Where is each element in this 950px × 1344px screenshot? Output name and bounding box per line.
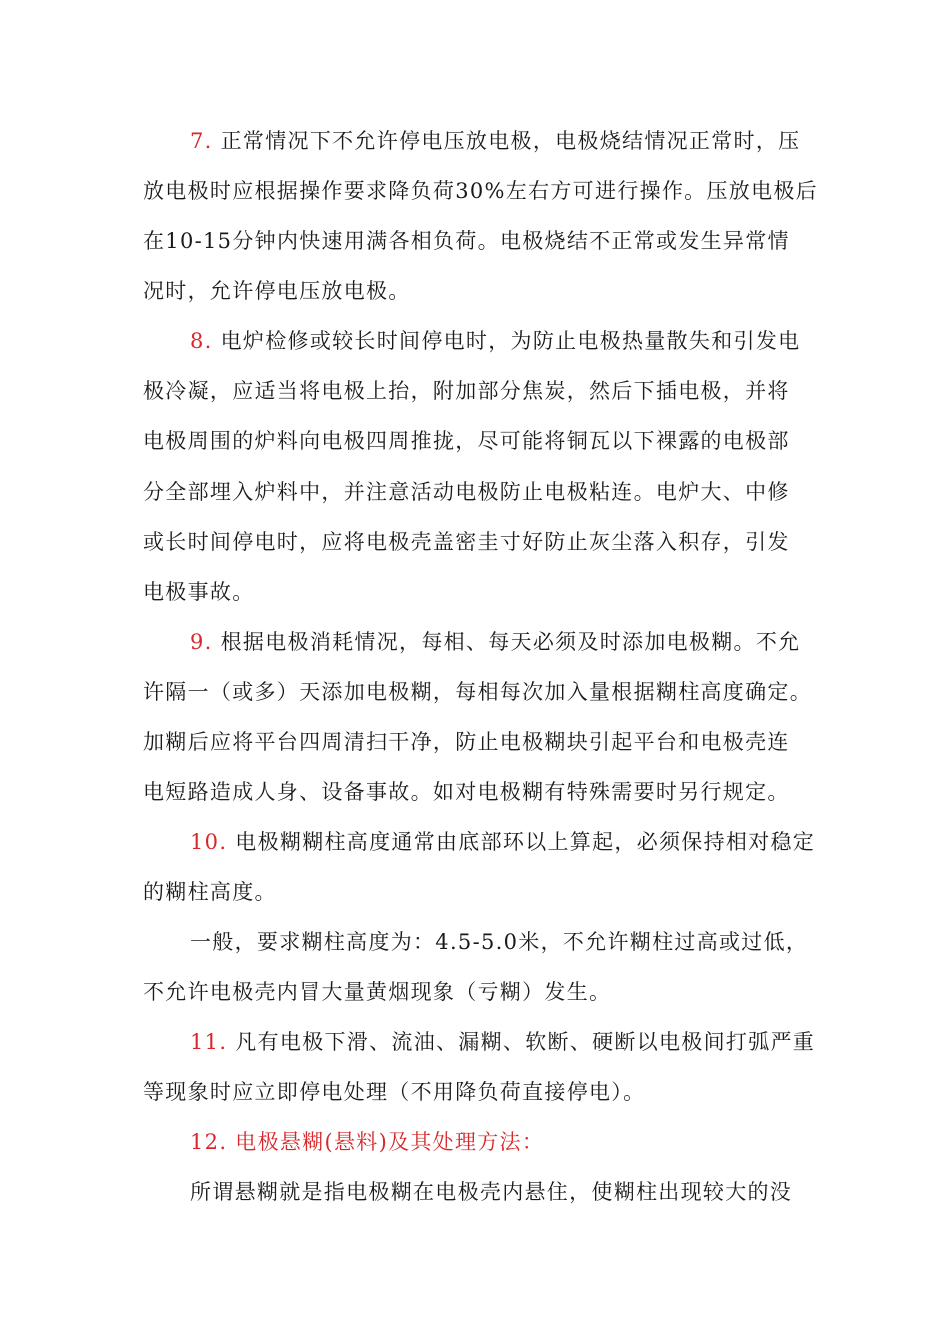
item-12-heading: 12. 电极悬糊(悬料)及其处理方法： (190, 1130, 545, 1154)
item-8-line-5: 或长时间停电时，应将电极壳盖密圭寸好防止灰尘落入积存，引发 (143, 530, 790, 554)
item-number: 10. (190, 830, 228, 854)
item-8-line-2: 极冷凝，应适当将电极上抬，附加部分焦炭，然后下插电极，并将 (143, 379, 790, 403)
item-9-line-4: 电短路造成人身、设备事故。如对电极糊有特殊需要时另行规定。 (143, 780, 790, 804)
item-11-line-2: 等现象时应立即停电处理（不用降负荷直接停电）。 (143, 1080, 646, 1104)
hang-para-line-1: 所谓悬糊就是指电极糊在电极壳内悬住，使糊柱出现较大的没 (190, 1180, 793, 1204)
item-9-line-1: 9. 根据电极消耗情况，每相、每天必须及时添加电极糊。不允 (190, 630, 801, 654)
item-8-line-1: 8. 电炉检修或较长时间停电时，为防止电极热量散失和引发电 (190, 329, 801, 353)
item-8-line-6: 电极事故。 (143, 580, 255, 604)
item-7-line-4: 况时，允许停电压放电极。 (143, 279, 411, 303)
item-10-line-1: 10. 电极糊糊柱高度通常由底部环以上算起，必须保持相对稳定 (190, 830, 816, 854)
item-8-line-3: 电极周围的炉料向电极四周推拢，尽可能将铜瓦以下裸露的电极部 (143, 429, 790, 453)
item-9-line-2: 许隔一（或多）天添加电极糊，每相每次加入量根据糊柱高度确定。 (143, 680, 812, 704)
item-7-line-2: 放电极时应根据操作要求降负荷30%左右方可进行操作。压放电极后 (143, 179, 818, 203)
item-number: 8. (190, 329, 213, 353)
height-para-line-2: 不允许电极壳内冒大量黄烟现象（亏糊）发生。 (143, 980, 612, 1004)
item-number: 7. (190, 129, 213, 153)
item-11-line-1: 11. 凡有电极下滑、流油、漏糊、软断、硬断以电极间打弧严重 (190, 1030, 816, 1054)
height-para-line-1: 一般，要求糊柱高度为：4.5-5.0米，不允许糊柱过高或过低， (190, 930, 809, 954)
item-8-line-4: 分全部埋入炉料中，并注意活动电极防止电极粘连。电炉大、中修 (143, 480, 790, 504)
item-10-line-2: 的糊柱高度。 (143, 880, 277, 904)
item-number: 11. (190, 1030, 228, 1054)
item-7-line-3: 在10-15分钟内快速用满各相负荷。电极烧结不正常或发生异常情 (143, 229, 790, 253)
item-9-line-3: 加糊后应将平台四周清扫干净，防止电极糊块引起平台和电极壳连 (143, 730, 790, 754)
item-7-line-1: 7. 正常情况下不允许停电压放电极，电极烧结情况正常时，压 (190, 129, 801, 153)
item-number: 9. (190, 630, 213, 654)
